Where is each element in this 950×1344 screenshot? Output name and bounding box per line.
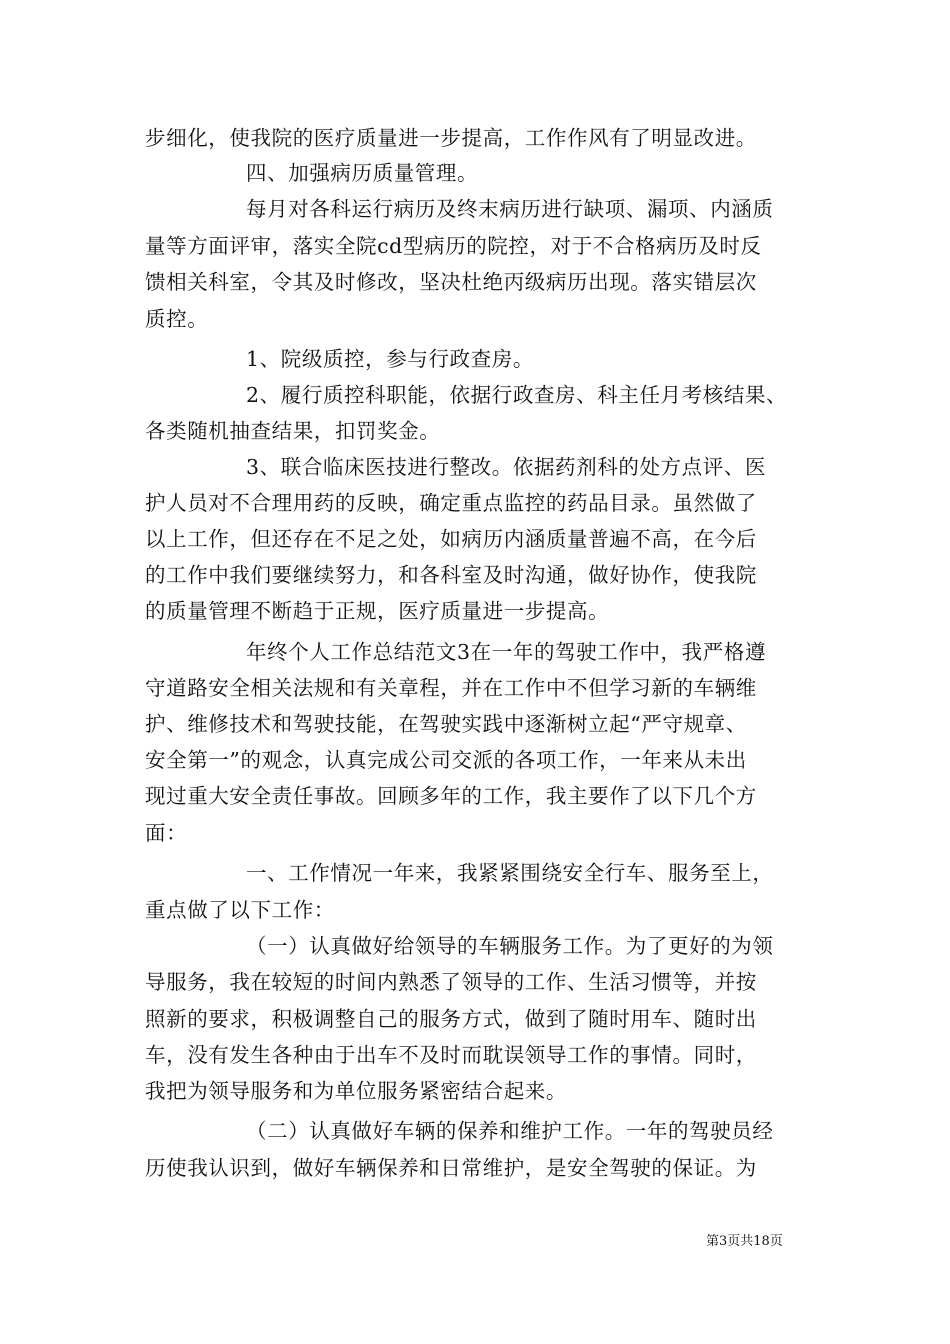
list-item: 3、联合临床医技进行整改。依据药剂科的处方点评、医	[246, 455, 767, 479]
text-line: 重点做了以下工作：	[145, 898, 335, 922]
section-heading: 四、加强病历质量管理。	[246, 161, 479, 185]
text-line: 守道路安全相关法规和有关章程，并在工作中不但学习新的车辆维	[145, 676, 757, 700]
text-line: 质控。	[145, 307, 209, 331]
text-line: 导服务，我在较短的时间内熟悉了领导的工作、生活习惯等，并按	[145, 970, 757, 994]
text-line: 车，没有发生各种由于出车不及时而耽误领导工作的事情。同时，	[145, 1043, 757, 1067]
text-line: 步细化，使我院的医疗质量进一步提高，工作作风有了明显改进。	[145, 126, 757, 150]
text-line: 历使我认识到，做好车辆保养和日常维护，是安全驾驶的保证。为	[145, 1156, 757, 1180]
text-line: 照新的要求，积极调整自己的服务方式，做到了随时用车、随时出	[145, 1007, 757, 1031]
text-line: 我把为领导服务和为单位服务紧密结合起来。	[145, 1079, 567, 1103]
list-item: 2、履行质控科职能，依据行政查房、科主任月考核结果、	[246, 383, 788, 407]
text-line: 各类随机抽查结果，扣罚奖金。	[145, 419, 441, 443]
text-line: 的质量管理不断趋于正规，医疗质量进一步提高。	[145, 599, 610, 623]
text-line: 以上工作，但还存在不足之处，如病历内涵质量普遍不高，在今后	[145, 527, 757, 551]
text-line: 现过重大安全责任事故。回顾多年的工作，我主要作了以下几个方	[145, 784, 757, 808]
text-line: 面：	[145, 821, 188, 845]
text-line: 量等方面评审，落实全院cd型病历的院控，对于不合格病历及时反	[145, 234, 762, 258]
text-line: 馈相关科室，令其及时修改，坚决杜绝丙级病历出现。落实错层次	[145, 270, 757, 294]
text-line: 护人员对不合理用药的反映，确定重点监控的药品目录。虽然做了	[145, 491, 757, 515]
text-line: 安全第一”的观念，认真完成公司交派的各项工作，一年来从未出	[145, 748, 747, 772]
list-item: （一）认真做好给领导的车辆服务工作。为了更好的为领	[246, 934, 774, 958]
list-item: 1、院级质控，参与行政查房。	[246, 347, 534, 371]
page-number: 第3页共18页	[706, 1234, 783, 1249]
text-line: 的工作中我们要继续努力，和各科室及时沟通，做好协作，使我院	[145, 563, 757, 587]
text-line: 护、维修技术和驾驶技能，在驾驶实践中逐渐树立起“严守规章、	[145, 712, 747, 736]
list-item: （二）认真做好车辆的保养和维护工作。一年的驾驶员经	[246, 1119, 774, 1143]
text-line: 每月对各科运行病历及终末病历进行缺项、漏项、内涵质	[246, 197, 774, 221]
section-heading: 一、工作情况一年来，我紧紧围绕安全行车、服务至上，	[246, 861, 774, 885]
text-line: 年终个人工作总结范文3在一年的驾驶工作中，我严格遵	[246, 640, 767, 664]
